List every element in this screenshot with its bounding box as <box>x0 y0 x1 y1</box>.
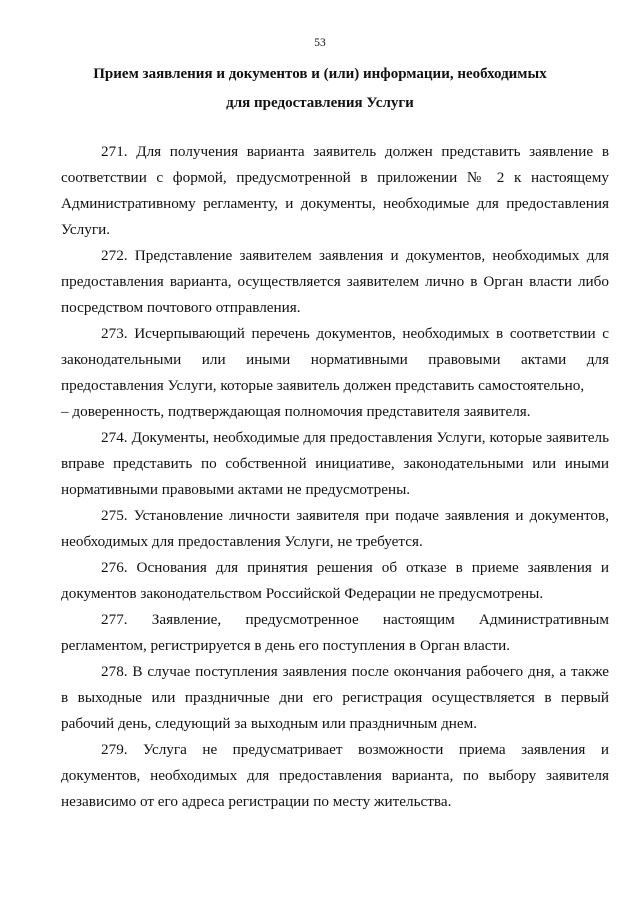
paragraph-279: 279. Услуга не предусматривает возможности приема заявления и документов, необходимых для предоставления варианта, по выбору заявителя независимо от его адреса регистрации по месту жительства. <box>61 741 609 810</box>
paragraph-273: 273. Исчерпывающий перечень документов, необходимых в соответствии с законодательными или иными нормативными правовыми актами для предоставления Услуги, которые заявитель должен представить самостоятельно, <box>61 325 609 394</box>
paragraph-274: 274. Документы, необходимые для предоставления Услуги, которые заявитель вправе представить по собственной инициативе, законодательными или иными нормативными правовыми актами не предусмотрены. <box>61 429 609 498</box>
paragraph-272: 272. Представление заявителем заявления и документов, необходимых для предоставления варианта, осуществляется заявителем лично в Орган власти либо посредством почтового отправления. <box>61 247 609 316</box>
page-number: 53 <box>314 37 326 49</box>
paragraph-277: 277. Заявление, предусмотренное настоящим Административным регламентом, регистрируется в день его поступления в Орган власти. <box>61 611 609 654</box>
section-heading-line-2: для предоставления Услуги <box>226 95 414 111</box>
document-body <box>61 139 609 815</box>
paragraph-273-list-item: – доверенность, подтверждающая полномочия представителя заявителя. <box>61 403 531 420</box>
paragraph-275: 275. Установление личности заявителя при подаче заявления и документов, необходимых для предоставления Услуги, не требуется. <box>61 507 609 550</box>
section-heading-line-1: Прием заявления и документов и (или) информации, необходимых <box>93 66 547 82</box>
paragraph-278: 278. В случае поступления заявления после окончания рабочего дня, а также в выходные или праздничные дни его регистрация осуществляется в первый рабочий день, следующий за выходным или праздничным днем. <box>61 663 609 732</box>
paragraph-271: 271. Для получения варианта заявитель должен представить заявление в соответствии с формой, предусмотренной в приложении № 2 к настоящему Административному регламенту, и документы, необходимые для предоставления Услуги. <box>61 143 609 238</box>
paragraph-276: 276. Основания для принятия решения об отказе в приеме заявления и документов законодательством Российской Федерации не предусмотрены. <box>61 559 609 602</box>
